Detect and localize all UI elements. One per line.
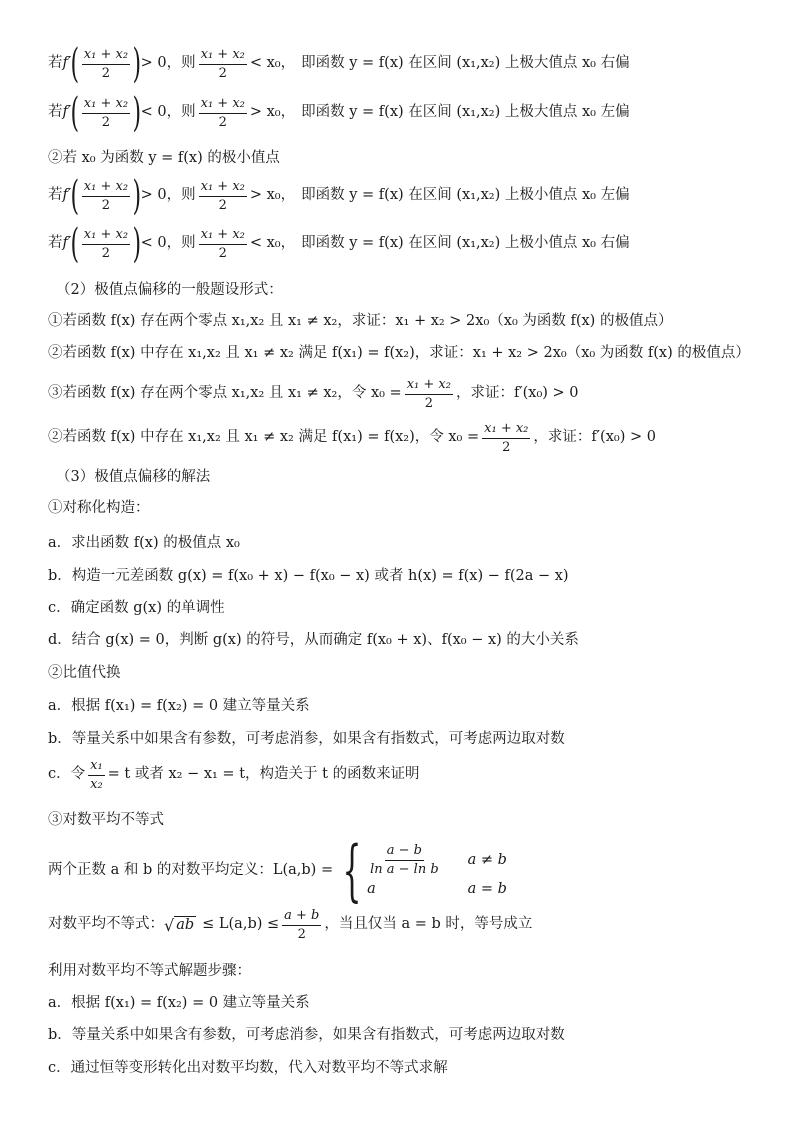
method-step-a: a．求出函数 f(x) 的极值点 x₀ — [48, 535, 240, 551]
fraction-arg: $\frac{\text{x₁ + x₂}}{2}$ — [83, 226, 129, 261]
method-step-c: c．确定函数 g(x) 的单调性 — [48, 600, 225, 616]
left-paren: ( — [70, 221, 80, 267]
left-paren: ( — [70, 41, 80, 87]
conclusion-text: 即函数 y = f(x) 在区间 (x₁,x₂) 上极小值点 x₀ 右偏 — [301, 235, 630, 252]
fraction-mid: $\frac{\text{x₁ + x₂}}{2}$ — [200, 226, 245, 261]
line-min-right-shift — [48, 221, 630, 267]
setup-form-3-post: ，求证：f′(x₀) > 0 — [455, 385, 579, 402]
section-heading-2: （2）极值点偏移的一般题设形式： — [56, 282, 283, 298]
setup-form-2: ②若函数 f(x) 中存在 x₁,x₂ 且 x₁ ≠ x₂ 满足 f(x₁) = f(x₂)，求证：x₁ + x₂ > 2x₀（x₀ 为函数 f(x) 的极值点） — [48, 345, 750, 361]
ruo-text: 若 — [48, 55, 63, 72]
fraction-ratio: $\frac{\text{x₁}}{\text{x₂}}$ — [90, 758, 103, 792]
setup-form-1: ①若函数 f(x) 存在两个零点 x₁,x₂ 且 x₁ ≠ x₂，求证：x₁ + x₂ > 2x₀（x₀ 为函数 f(x) 的极值点） — [48, 313, 673, 329]
case2-value: a — [367, 881, 376, 898]
fraction-mid: $\frac{\text{x₁ + x₂}}{2}$ — [200, 46, 245, 81]
fraction-arg: $\frac{\text{x₁ + x₂}}{2}$ — [83, 178, 129, 213]
ratio-step-c-pre: c．令 — [48, 766, 86, 783]
piecewise-cases — [367, 843, 507, 899]
setup-form-4-post: ，求证：f′(x₀) > 0 — [533, 429, 656, 446]
log-mean-ineq-mid: ≤ L(a,b) ≤ — [202, 916, 280, 933]
left-paren: ( — [70, 90, 80, 136]
right-paren: ) — [132, 41, 142, 87]
case1-condition: a ≠ b — [467, 851, 507, 868]
conclusion-text: 即函数 y = f(x) 在区间 (x₁,x₂) 上极小值点 x₀ 左偏 — [301, 187, 630, 204]
compare-text: > 0，则 — [140, 55, 196, 72]
setup-form-4 — [48, 421, 656, 455]
conclusion-text: 即函数 y = f(x) 在区间 (x₁,x₂) 上极大值点 x₀ 左偏 — [301, 104, 630, 121]
method-ratio-heading: ②比值代换 — [48, 665, 121, 681]
fraction-mid: $\frac{\text{x₁ + x₂}}{2}$ — [200, 178, 245, 213]
compare-text-2: > x₀， — [249, 187, 296, 204]
fraction-arith-mean: $\frac{a + b}{2}$ — [284, 908, 320, 942]
ratio-step-c-post: = t 或者 x₂ − x₁ = t，构造关于 t 的函数来证明 — [107, 766, 420, 783]
line-min-left-shift — [48, 173, 630, 219]
log-mean-step-b: b．等量关系中如果含有参数，可考虑消参，如果含有指数式，可考虑两边取对数 — [48, 1027, 565, 1043]
setup-form-3 — [48, 377, 579, 411]
ratio-step-c — [48, 758, 420, 792]
left-paren: ( — [70, 173, 80, 219]
log-mean-heading: ③对数平均不等式 — [48, 812, 164, 828]
fraction-mid: $\frac{\text{x₁ + x₂}}{2}$ — [200, 95, 245, 130]
right-paren: ) — [132, 221, 142, 267]
setup-form-4-pre: ②若函数 f(x) 中存在 x₁,x₂ 且 x₁ ≠ x₂ 满足 f(x₁) = f(x₂)，令 x₀ = — [48, 429, 480, 446]
compare-text-2: < x₀， — [249, 55, 296, 72]
method-step-b: b．构造一元差函数 g(x) = f(x₀ + x) − f(x₀ − x) 或者 h(x) = f(x) − f(2a − x) — [48, 568, 569, 584]
log-mean-inequality — [48, 908, 532, 942]
left-brace: { — [342, 832, 362, 909]
f-prime: f′ — [62, 235, 72, 252]
ratio-step-b: b．等量关系中如果含有参数，可考虑消参，如果含有指数式，可考虑两边取对数 — [48, 731, 565, 747]
min-point-heading: ②若 x₀ 为函数 y = f(x) 的极小值点 — [48, 150, 280, 166]
log-mean-steps-heading: 利用对数平均不等式解题步骤： — [48, 963, 251, 979]
compare-text: < 0，则 — [140, 235, 196, 252]
fraction-arg: $\frac{\text{x₁ + x₂}}{2}$ — [83, 46, 129, 81]
fraction-x0: $\frac{\text{x₁ + x₂}}{2}$ — [484, 421, 529, 455]
compare-text: > 0，则 — [140, 187, 196, 204]
f-prime: f′ — [62, 104, 72, 121]
case2-condition: a = b — [467, 881, 507, 898]
fraction-x0: $\frac{\text{x₁ + x₂}}{2}$ — [406, 377, 451, 411]
log-mean-step-a: a．根据 f(x₁) = f(x₂) = 0 建立等量关系 — [48, 995, 310, 1011]
sqrt-ab: √ ab — [164, 915, 195, 935]
conclusion-text: 即函数 y = f(x) 在区间 (x₁,x₂) 上极大值点 x₀ 右偏 — [301, 55, 630, 72]
ruo-text: 若 — [48, 104, 63, 121]
log-mean-step-c: c．通过恒等变形转化出对数平均数，代入对数平均不等式求解 — [48, 1060, 448, 1076]
right-paren: ) — [132, 90, 142, 136]
ratio-step-a: a．根据 f(x₁) = f(x₂) = 0 建立等量关系 — [48, 698, 310, 714]
piecewise — [337, 832, 507, 909]
fraction-arg: $\frac{\text{x₁ + x₂}}{2}$ — [83, 95, 129, 130]
compare-text: < 0，则 — [140, 104, 196, 121]
case1-value: $\frac{a - b}{\text{ln a − ln b}}$ — [370, 843, 439, 877]
log-mean-def-pre: 两个正数 a 和 b 的对数平均定义：L(a,b) = — [48, 862, 334, 879]
log-mean-ineq-pre: 对数平均不等式： — [48, 916, 164, 933]
compare-text-2: < x₀， — [249, 235, 296, 252]
log-mean-ineq-post: ，当且仅当 a = b 时，等号成立 — [324, 916, 533, 933]
method-symmetric-heading: ①对称化构造： — [48, 500, 150, 516]
line-max-right-shift — [48, 41, 630, 87]
f-prime: f′ — [62, 187, 72, 204]
method-step-d: d．结合 g(x) = 0，判断 g(x) 的符号，从而确定 f(x₀ + x)、f(x₀ − x) 的大小关系 — [48, 632, 579, 648]
log-mean-definition — [48, 832, 507, 909]
setup-form-3-pre: ③若函数 f(x) 存在两个零点 x₁,x₂ 且 x₁ ≠ x₂，令 x₀ = — [48, 385, 402, 402]
section-heading-3: （3）极值点偏移的解法 — [56, 469, 211, 485]
ruo-text: 若 — [48, 235, 63, 252]
f-prime: f′ — [62, 55, 72, 72]
right-paren: ) — [132, 173, 142, 219]
line-max-left-shift — [48, 90, 630, 136]
compare-text-2: > x₀， — [249, 104, 296, 121]
ruo-text: 若 — [48, 187, 63, 204]
